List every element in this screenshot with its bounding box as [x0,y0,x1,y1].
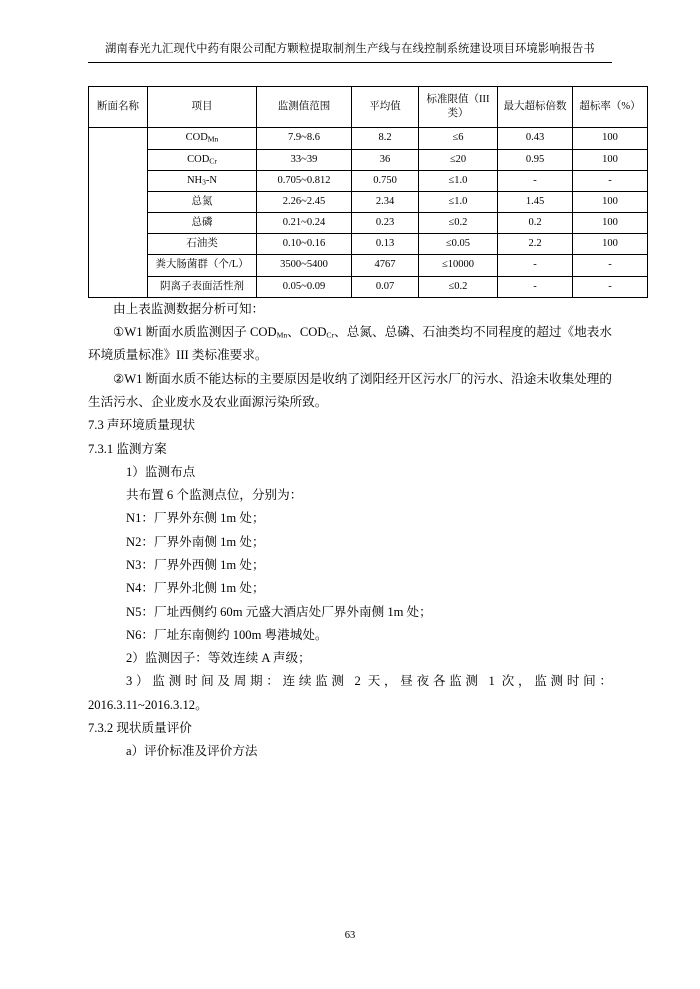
cell-average: 0.750 [352,170,419,191]
cell-average: 0.13 [352,234,419,255]
cell-item: 阴离子表面活性剂 [148,276,257,297]
cell-range: 0.21~0.24 [257,213,352,234]
cell-range: 33~39 [257,149,352,170]
finding-point-1: ①W1 断面水质监测因子 $COD_{Mn}$、$COD_{Cr}$、总氮、总磷、石油类均不同程度的超过《地表水环境质量标准》III 类标准要求。 [88,325,613,363]
cell-limit: ≤0.05 [419,234,498,255]
cell-rate: 100 [573,128,648,149]
cell-max-exceed: 0.95 [498,149,573,170]
table-row [89,234,648,255]
cell-max-exceed: 0.43 [498,128,573,149]
cell-range: 0.05~0.09 [257,276,352,297]
cell-average: 0.07 [352,276,419,297]
table-row [89,149,648,170]
th-range: 监测值范围 [257,87,352,128]
page-number: 63 [344,930,356,941]
table-row [89,128,648,149]
cell-average: 2.34 [352,191,419,212]
table-row [89,255,648,276]
monitoring-point-n2: N2：厂界外南侧 1m 处； [126,534,265,549]
th-section-name: 断面名称 [89,87,148,128]
cell-range: 0.10~0.16 [257,234,352,255]
cell-limit: ≤0.2 [419,276,498,297]
list-item-evaluation-standard: a）评价标准及评价方法 [126,744,258,759]
cell-range: 0.705~0.812 [257,170,352,191]
table-row [89,213,648,234]
cell-section-name [89,128,148,297]
monitoring-point-n4: N4：厂界外北侧 1m 处； [126,581,265,596]
cell-item: $COD_{Mn}$ [148,128,257,149]
cell-rate: 100 [573,213,648,234]
cell-item: 石油类 [148,234,257,255]
table-row [89,191,648,212]
cell-max-exceed: 0.2 [498,213,573,234]
list-item-monitoring-layout: 1）监测布点 [126,464,196,479]
cell-max-exceed: - [498,170,573,191]
section-heading-7-3-1: 7.3.1 监测方案 [88,441,167,456]
cell-average: 8.2 [352,128,419,149]
cell-item: 总氮 [148,191,257,212]
table-row [89,276,648,297]
section-heading-7-3: 7.3 声环境质量现状 [88,418,196,433]
page-header: 湖南春光九汇现代中药有限公司配方颗粒提取制剂生产线与在线控制系统建设项目环境影响报告书 [105,43,595,55]
cell-item: 总磷 [148,213,257,234]
cell-max-exceed: - [498,255,573,276]
cell-item: $COD_{Cr}$ [148,149,257,170]
cell-rate: - [573,170,648,191]
monitoring-point-n3: N3：厂界外西侧 1m 处； [126,557,265,572]
monitoring-point-n6: N6：厂址东南侧约 100m 粤港城处。 [126,627,328,642]
cell-average: 4767 [352,255,419,276]
water-quality-table [88,86,648,298]
cell-limit: ≤1.0 [419,191,498,212]
th-rate: 超标率（%） [573,87,648,128]
cell-rate: 100 [573,191,648,212]
cell-item: 粪大肠菌群（个/L） [148,255,257,276]
th-limit: 标准限值（III 类） [419,87,498,128]
cell-rate: 100 [573,234,648,255]
page-content [88,86,641,764]
cell-max-exceed: - [498,276,573,297]
cell-limit: ≤6 [419,128,498,149]
cell-range: 3500~5400 [257,255,352,276]
monitoring-period-dates: 2016.3.11~2016.3.12。 [88,697,208,712]
cell-limit: ≤20 [419,149,498,170]
th-average: 平均值 [352,87,419,128]
header-divider [88,62,612,63]
list-item-monitoring-factor: 2）监测因子：等效连续 A 声级； [126,651,311,666]
cell-max-exceed: 2.2 [498,234,573,255]
cell-limit: ≤1.0 [419,170,498,191]
th-max-exceed: 最大超标倍数 [498,87,573,128]
cell-item: $NH_3-N$ [148,170,257,191]
monitoring-point-n5: N5：厂址西侧约 60m 元盛大酒店处厂界外南侧 1m 处； [126,604,432,619]
cell-average: 36 [352,149,419,170]
monitoring-points-count: 共布置 6 个监测点位，分别为： [126,488,303,503]
cell-range: 2.26~2.45 [257,191,352,212]
cell-range: 7.9~8.6 [257,128,352,149]
cell-rate: - [573,276,648,297]
monitoring-point-n1: N1：厂界外东侧 1m 处； [126,511,265,526]
cell-max-exceed: 1.45 [498,191,573,212]
section-heading-7-3-2: 7.3.2 现状质量评价 [88,721,192,736]
table-analysis-intro: 由上表监测数据分析可知： [113,301,265,316]
table-header-row [89,87,648,128]
finding-point-2: ②W1 断面水质不能达标的主要原因是收纳了浏阳经开区污水厂的污水、沿途未收集处理的生活污水、企业废水及农业面源污染所致。 [88,371,612,409]
cell-limit: ≤10000 [419,255,498,276]
cell-rate: 100 [573,149,648,170]
list-item-monitoring-period: 3）监测时间及周期：连续监测 2 天，昼夜各监测 1 次，监测时间： [126,674,612,689]
table-row [89,170,648,191]
cell-average: 0.23 [352,213,419,234]
th-item: 项目 [148,87,257,128]
cell-rate: - [573,255,648,276]
cell-limit: ≤0.2 [419,213,498,234]
